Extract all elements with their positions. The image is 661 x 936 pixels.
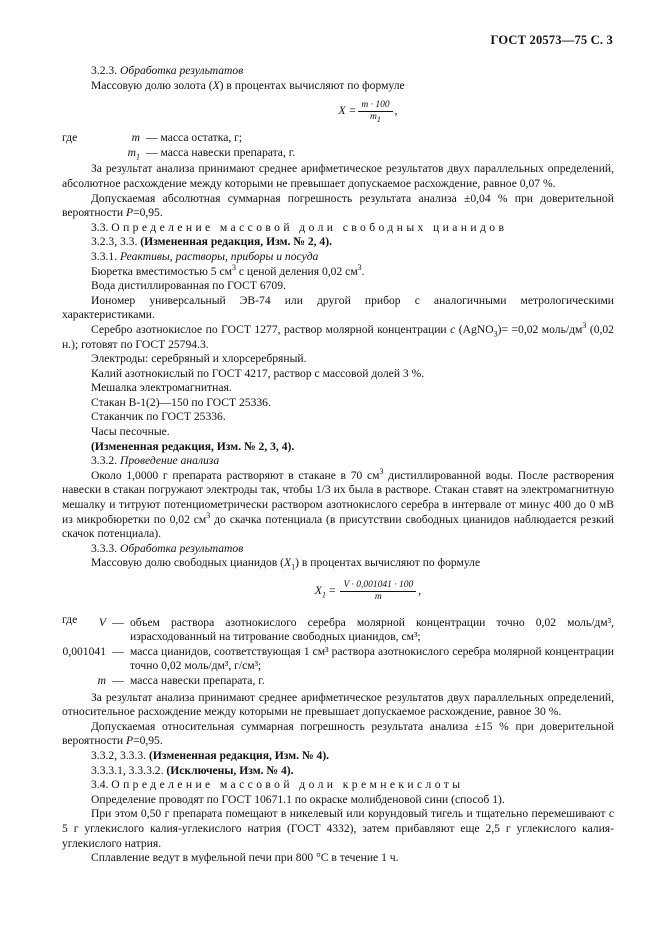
denominator: m (374, 591, 382, 602)
revision-note-4 (62, 764, 614, 779)
text: )= =0,02 моль/дм (497, 322, 583, 336)
formula-lhs (315, 584, 326, 599)
text: Допускаемая относительная суммарная погрешность результата анализа ±15 % при доверительной вероятности (62, 719, 614, 748)
section-3-3-heading (62, 221, 614, 236)
variable: P (125, 206, 134, 220)
section-number: 3.4. (91, 778, 109, 792)
text: ) в процентах вычисляют по формуле (295, 556, 481, 570)
sub: 1 (291, 562, 296, 572)
def-text (146, 146, 614, 161)
item-burette (62, 262, 614, 280)
definitions-cyanide-list (62, 616, 614, 689)
paragraph-error-2 (62, 720, 614, 749)
sup: 3 (379, 466, 384, 476)
def-text: объем раствора азотнокислого серебра молярной концентрации точно 0,02 моль/дм³, израсходованный на титрование свободных цианидов, см³; (130, 615, 614, 644)
sup: 3 (206, 510, 211, 520)
variable: X (284, 556, 292, 570)
page-header: ГОСТ 20573—75 С. 3 (490, 33, 613, 47)
def-text: масса навески препарата, г. (130, 673, 265, 687)
text: =0,95. (133, 734, 163, 748)
revision-note-3 (62, 749, 614, 764)
text: с ценой деления 0,02 см (235, 264, 358, 278)
equals: = (328, 583, 336, 597)
text: Массовую долю свободных цианидов ( (91, 556, 285, 570)
text: 3.3.3.1, 3.3.3.2. (91, 763, 164, 777)
text: (0,02 н.); готовят по ГОСТ 25794.3. (62, 322, 614, 351)
paragraph-method: Определение проводят по ГОСТ 10671.1 по окраске молибденовой сини (способ 1). (91, 792, 505, 806)
item-sand-clock: Часы песочные. (91, 425, 170, 439)
bold-text: (Исключены, Изм. № 4). (166, 763, 294, 777)
text: Допускаемая абсолютная суммарная погрешность результата анализа ±0,04 % при доверительной вероятности (62, 191, 614, 220)
item-stirrer: Мешалка электромагнитная. (91, 381, 232, 395)
formula-lhs: X = (338, 103, 357, 117)
sub: 3 (493, 329, 498, 339)
section-3-4-heading (62, 778, 614, 793)
text: до скачка потенциала (в присутствии свободных цианидов наблюдается резкий скачок потенциала). (62, 512, 614, 541)
var: m (127, 145, 136, 159)
def-text (146, 131, 614, 146)
dash: — (112, 644, 124, 658)
text: 3.2.3, 3.3. (91, 235, 138, 249)
den-sub: 1 (376, 114, 381, 124)
variable: c (450, 322, 456, 336)
sup: 3 (231, 262, 236, 272)
revision-note-2: (Измененная редакция, Изм. № 2, 3, 4). (91, 439, 295, 453)
paragraph-result-1: За результат анализа принимают среднее арифметическое результатов двух параллельных определений, абсолютное расхождение между которыми не превышает допускаемое расхождение, равное 0,07 %. (62, 162, 614, 190)
section-title: Реактивы, растворы, приборы и посуда (120, 249, 319, 263)
variable: P (125, 734, 134, 748)
def-symbol: m (97, 673, 106, 687)
paragraph-result-2: За результат анализа принимают среднее арифметическое результатов двух параллельных определений, относительное расхождение между которыми не превышает допускаемое расхождение, равное 30 %. (62, 690, 614, 719)
sub: 1 (321, 590, 326, 600)
text: Около 1,0000 г препарата растворяют в стакане в 70 см (91, 468, 380, 482)
where-word: где (62, 131, 78, 145)
dash: — (112, 615, 124, 629)
dash: — (146, 145, 158, 159)
paragraph-analysis (62, 466, 615, 542)
sub: 1 (136, 152, 140, 162)
where-word: где (62, 613, 78, 626)
sup: 3 (357, 262, 362, 272)
sup: 3 (582, 321, 587, 331)
section-title: Обработка результатов (120, 541, 244, 555)
revision-note-1 (62, 235, 614, 250)
section-3-3-2-heading (62, 454, 614, 469)
section-3-3-3-heading (62, 542, 614, 557)
numerator: m · 100 (358, 100, 392, 112)
def-symbol (110, 146, 140, 161)
formula-gold (62, 97, 614, 125)
fraction (358, 100, 392, 123)
item-ionomer: Иономер универсальный ЭВ-74 или другой прибор с аналогичными метрологическими характеристиками. (62, 293, 614, 322)
section-title: Обработка результатов (120, 64, 244, 77)
formula-tail: , (418, 583, 422, 597)
def-symbol: V (98, 615, 106, 629)
text: Бюретка вместимостью 5 см (91, 264, 232, 278)
text: (AgNO (455, 322, 494, 336)
text: дистиллированной воды. После растворения навески в стакан погружают электроды так, чтобы 1/3 их была в растворе. Стакан ставят на электромагнитную мешалку и титруют потенциометрически раствором азотнокислого серебра в интервале от минус 400 до 0 мВ из микробюретки по 0,02 см (62, 468, 615, 526)
variable: X (212, 78, 220, 92)
text: масса навески препарата, г. (160, 145, 296, 159)
section-number: 3.2.3. (91, 64, 118, 77)
item-water: Вода дистиллированная по ГОСТ 6709. (91, 279, 286, 293)
paragraph-furnace: Сплавление ведут в муфельной печи при 800 °С в течение 1 ч. (91, 851, 399, 865)
gold-formula-intro (62, 79, 614, 94)
definitions-gold (62, 131, 614, 160)
def-text: масса цианидов, соответствующая 1 см³ раствора азотнокислого серебра молярной концентрации точно 0,02 моль/дм³, г/см³; (130, 644, 614, 673)
text: Массовую долю золота ( (91, 78, 213, 92)
item-cup: Стаканчик по ГОСТ 25336. (91, 410, 226, 424)
section-number: 3.3. (91, 220, 109, 234)
formula-cyanide (62, 575, 614, 607)
section-title: Проведение анализа (120, 454, 220, 468)
section-title: Определение массовой доли свободных цианидов (111, 220, 508, 234)
text: =0,95. (133, 206, 163, 220)
var: X (314, 583, 322, 597)
item-electrodes: Электроды: серебряный и хлорсеребряный. (91, 352, 307, 366)
text: ) в процентах вычисляют по формуле (219, 78, 405, 92)
document-body (62, 64, 614, 866)
def-symbol: m (131, 131, 140, 145)
denominator (367, 112, 384, 123)
item-beaker: Стакан В-1(2)—150 по ГОСТ 25336. (91, 395, 271, 409)
section-number: 3.3.1. (91, 249, 118, 263)
def-symbol: 0,001041 (62, 644, 106, 658)
section-title: Определение массовой доли кремнекислоты (111, 778, 464, 792)
bold-text: (Измененная редакция, Изм. № 2, 4). (140, 235, 332, 249)
bold-text: (Измененная редакция, Изм. № 4). (148, 748, 330, 762)
formula-tail: , (394, 103, 398, 117)
text: масса остатка, г; (160, 131, 243, 145)
dash: — (112, 673, 124, 687)
cyanide-formula-intro (62, 556, 614, 571)
text: . (361, 264, 365, 278)
paragraph-error-1 (62, 192, 614, 221)
item-potassium-nitrate: Калий азотнокислый по ГОСТ 4217, раствор с массовой долей 3 %. (91, 366, 425, 380)
paragraph-fusion: При этом 0,50 г препарата помещают в никелевый или корундовый тигель и тщательно перемешивают с 5 г углекислого калия-углекислого натрия (ГОСТ 4332), затем прибавляют еще 2,5 г углекислого калия-углекислого натрия. (62, 807, 614, 850)
section-3-2-3-heading (62, 64, 614, 79)
section-number: 3.3.2. (91, 454, 118, 468)
fraction (340, 580, 416, 603)
den-var: m (370, 111, 377, 122)
text: 3.3.2, 3.3.3. (91, 748, 147, 762)
section-3-3-1-heading (62, 250, 614, 265)
dash: — (146, 131, 158, 145)
section-number: 3.3.3. (91, 541, 118, 555)
item-silver-nitrate (62, 323, 614, 352)
numerator: V · 0,001041 · 100 (340, 580, 416, 592)
text: Серебро азотнокислое по ГОСТ 1277, раствор молярной концентрации (91, 322, 451, 336)
